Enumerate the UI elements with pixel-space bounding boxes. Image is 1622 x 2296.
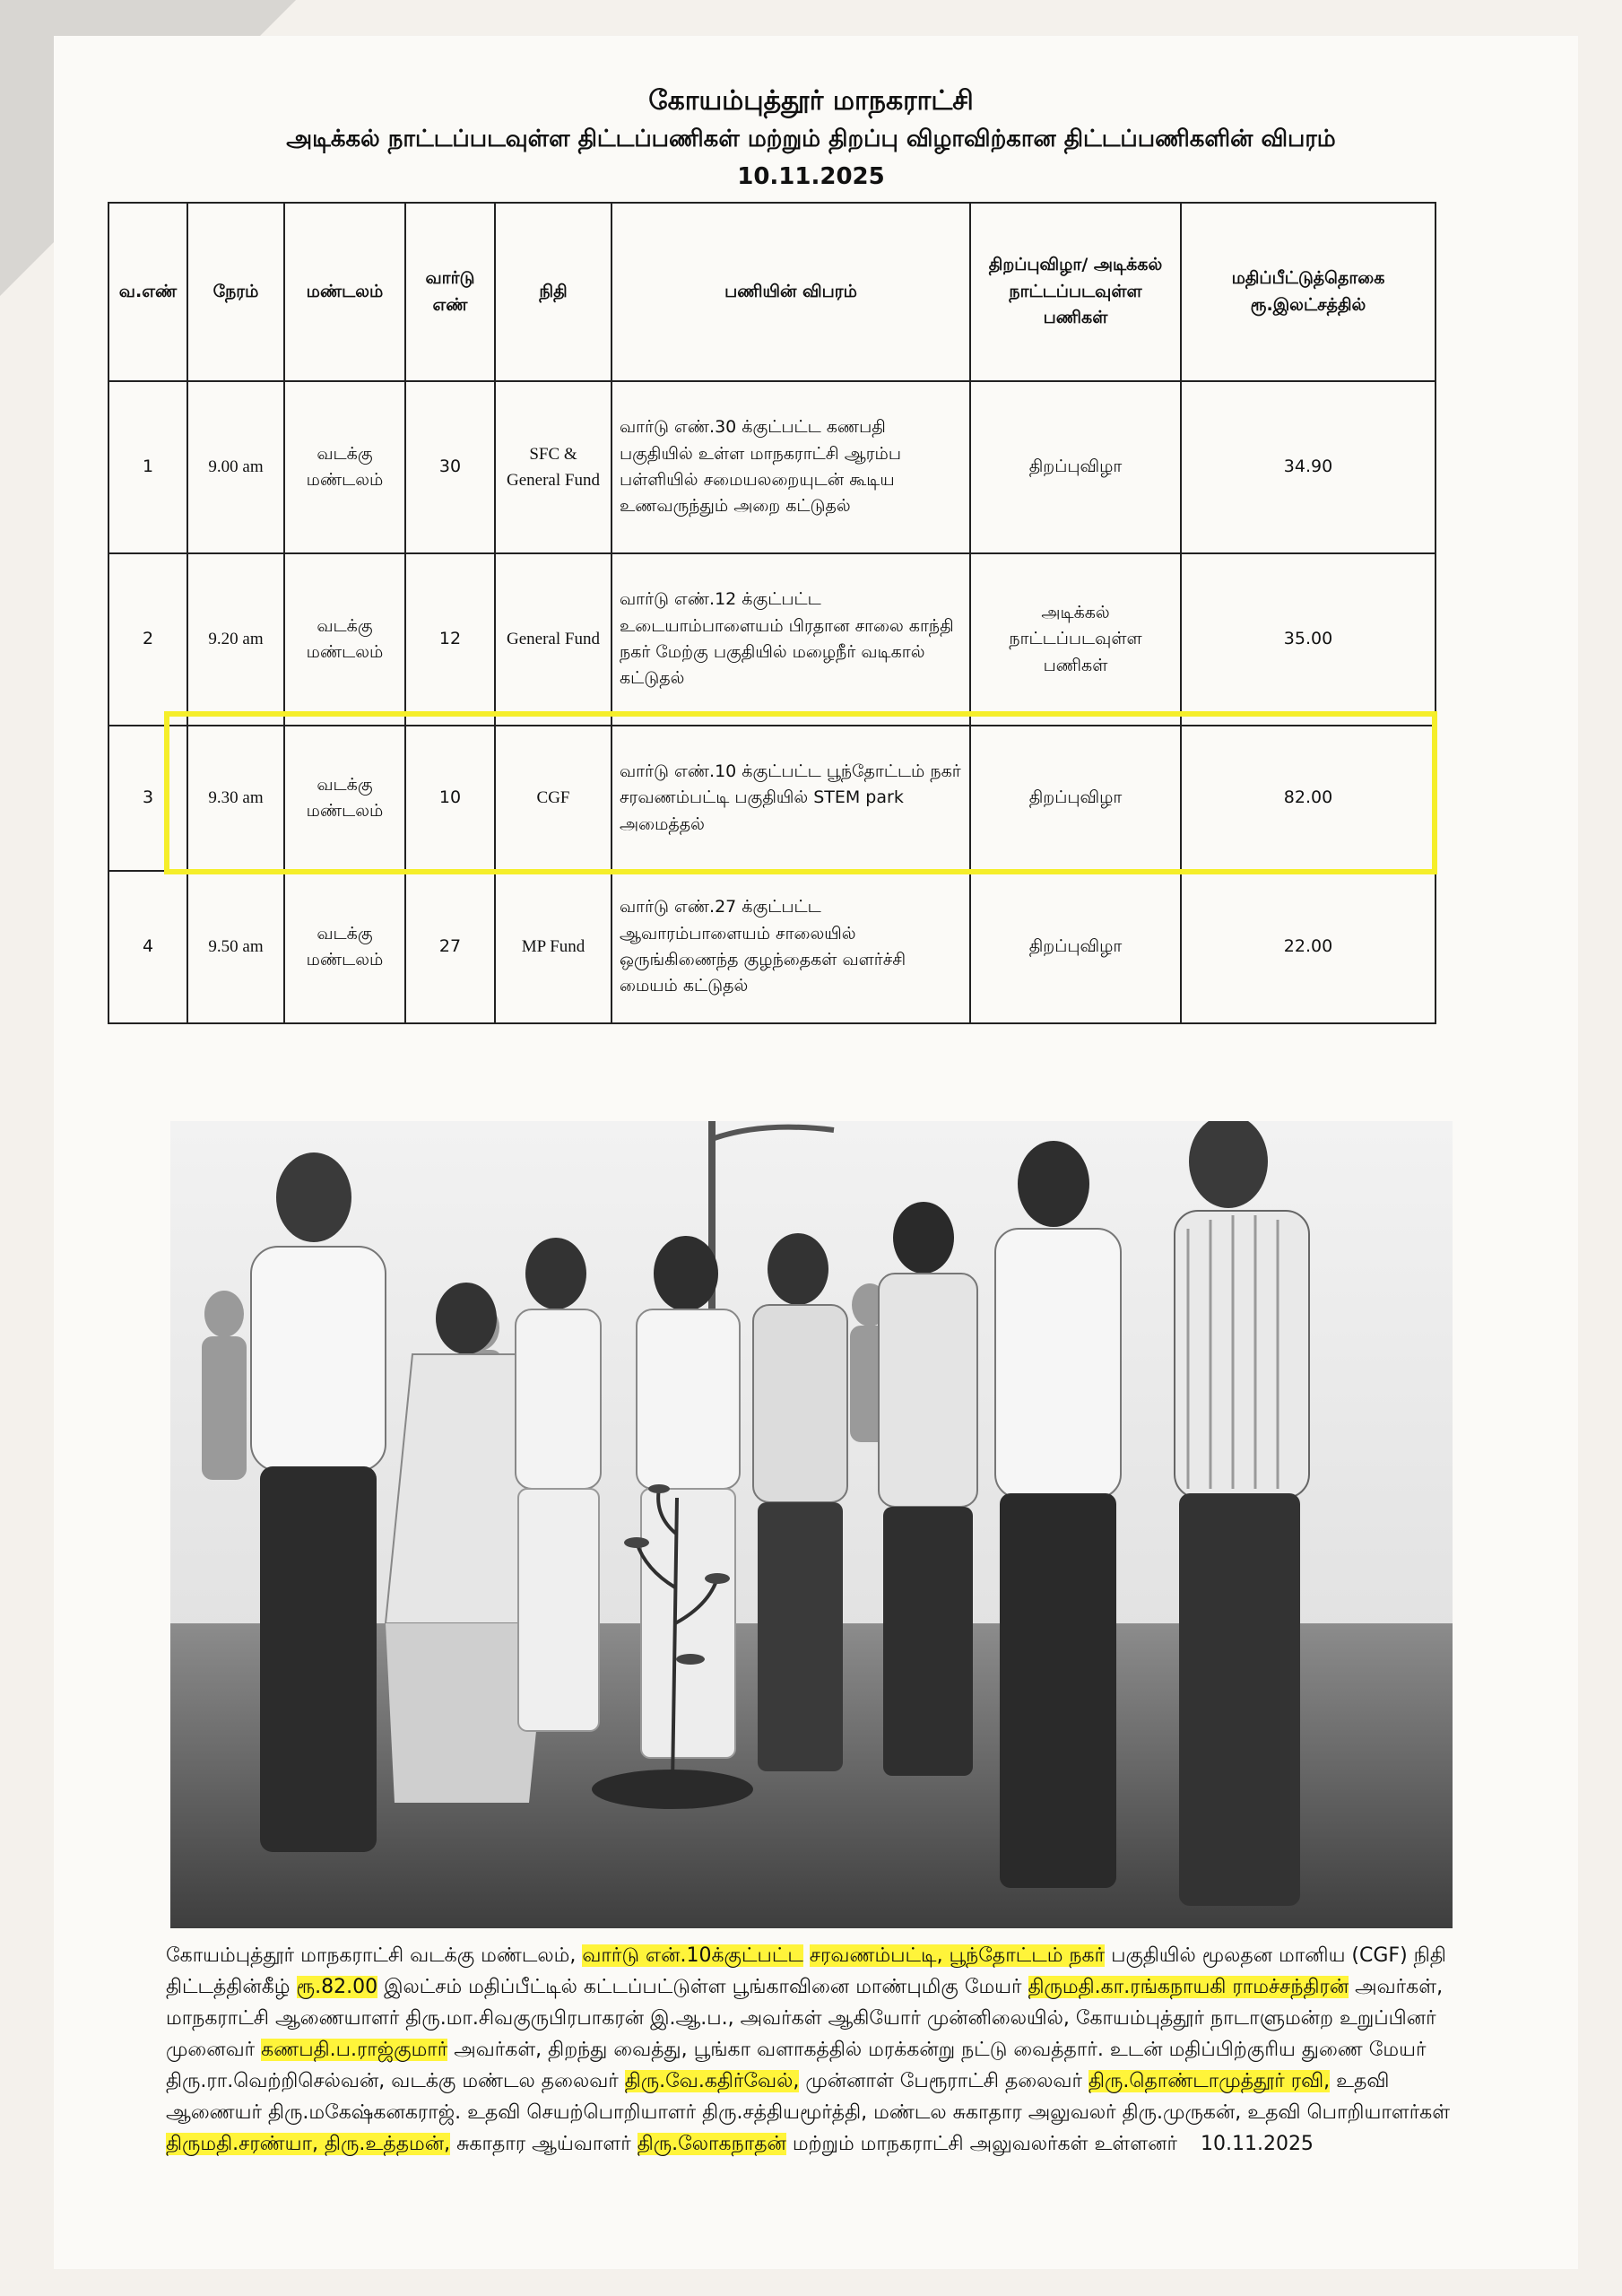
page-subtitle: அடிக்கல் நாட்டப்படவுள்ள திட்டப்பணிகள் மற்றும் திறப்பு விழாவிற்கான திட்டப்பணிகளின் விபரம் bbox=[286, 126, 1336, 152]
cell-cost: 35.00 bbox=[1181, 553, 1436, 726]
cell-ward: 10 bbox=[405, 726, 495, 871]
event-photo bbox=[170, 1121, 1453, 1928]
table-header-row bbox=[108, 203, 1436, 381]
caption-highlight: ரூ.82.00 bbox=[296, 1976, 378, 1998]
table-row-highlighted bbox=[108, 726, 1436, 871]
cell-zone: வடக்கு மண்டலம் bbox=[284, 553, 405, 726]
caption-text: சுகாதார ஆய்வாளர் bbox=[450, 2133, 638, 2155]
caption-text: மற்றும் மாநகராட்சி அலுவலர்கள் உள்ளனர் bbox=[785, 2133, 1177, 2155]
cell-zone: வடக்கு மண்டலம் bbox=[284, 871, 405, 1023]
caption-highlight: வார்டு என்.10க்குட்பட்ட bbox=[582, 1944, 803, 1967]
cell-desc: வார்டு எண்.27 க்குட்பட்ட ஆவாரம்பாளையம் சாலையில் ஒருங்கிணைந்த குழந்தைகள் வளர்ச்சி மையம் கட்டுதல் bbox=[612, 871, 970, 1023]
page-title: கோயம்புத்தூர் மாநகராட்சி bbox=[648, 85, 974, 117]
col-header-cost: மதிப்பீட்டுத்தொகை ரூ.இலட்சத்தில் bbox=[1181, 203, 1436, 381]
caption-date: 10.11.2025 bbox=[1200, 2133, 1314, 2155]
cell-time: 9.20 am bbox=[187, 553, 284, 726]
cell-fund: MP Fund bbox=[495, 871, 612, 1023]
works-table bbox=[108, 202, 1436, 1024]
col-header-desc: பணியின் விபரம் bbox=[612, 203, 970, 381]
caption-text: இலட்சம் மதிப்பீட்டில் கட்டப்பட்டுள்ள பூங்காவினை மாண்புமிகு மேயர் bbox=[377, 1976, 1028, 1998]
caption-text: உதவி ஆணையர் திரு.மகேஷ்கனகராஜ். உதவி செயற்பொறியாளர் திரு.சத்தியமூர்த்தி, மண்டல சுகாதார அலுவலர் திரு.முருகன், உதவி பொறியாளர்கள் bbox=[166, 2070, 1451, 2124]
col-header-time: நேரம் bbox=[187, 203, 284, 381]
cell-cost: 34.90 bbox=[1181, 381, 1436, 553]
col-header-type: திறப்புவிழா/ அடிக்கல் நாட்டப்படவுள்ள பணிகள் bbox=[970, 203, 1181, 381]
caption-highlight: திருமதி.கா.ரங்கநாயகி ராமச்சந்திரன் bbox=[1028, 1976, 1349, 1998]
cell-time: 9.30 am bbox=[187, 726, 284, 871]
cell-ward: 30 bbox=[405, 381, 495, 553]
page-date: 10.11.2025 bbox=[737, 163, 885, 190]
cell-desc: வார்டு எண்.12 க்குட்பட்ட உடையாம்பாளையம் பிரதான சாலை காந்தி நகர் மேற்கு பகுதியில் மழைநீர் வடிகால் கட்டுதல் bbox=[612, 553, 970, 726]
table-row bbox=[108, 381, 1436, 553]
cell-fund: General Fund bbox=[495, 553, 612, 726]
caption-text: முன்னாள் பேரூராட்சி தலைவர் bbox=[799, 2070, 1089, 2092]
table-row bbox=[108, 871, 1436, 1023]
col-header-fund: நிதி bbox=[495, 203, 612, 381]
caption-text: கோயம்புத்தூர் மாநகராட்சி வடக்கு மண்டலம், bbox=[166, 1944, 583, 1967]
caption-highlight: சரவணம்பட்டி, பூந்தோட்டம் நகர் bbox=[809, 1944, 1106, 1967]
cell-type: திறப்புவிழா bbox=[970, 871, 1181, 1023]
cell-zone: வடக்கு மண்டலம் bbox=[284, 726, 405, 871]
col-header-zone: மண்டலம் bbox=[284, 203, 405, 381]
caption-text: அவர்கள், மாநகராட்சி ஆணையாளர் திரு.மா.சிவகுருபிரபாகரன் இ.ஆ.ப., அவர்கள் ஆகியோர் முன்னிலையில், கோயம்புத்தூர் நாடாளுமன்ற உறுப்பினர் முனைவர் bbox=[166, 1976, 1444, 2061]
cell-ward: 12 bbox=[405, 553, 495, 726]
cell-type: திறப்புவிழா bbox=[970, 726, 1181, 871]
cell-type: அடிக்கல் நாட்டப்படவுள்ள பணிகள் bbox=[970, 553, 1181, 726]
cell-zone: வடக்கு மண்டலம் bbox=[284, 381, 405, 553]
cell-desc: வார்டு எண்.10 க்குட்பட்ட பூந்தோட்டம் நகர் சரவணம்பட்டி பகுதியில் STEM park அமைத்தல் bbox=[612, 726, 970, 871]
caption-highlight: திருமதி.சரண்யா, திரு.உத்தமன், bbox=[166, 2133, 451, 2155]
caption-text bbox=[803, 1944, 810, 1967]
cell-type: திறப்புவிழா bbox=[970, 381, 1181, 553]
caption-text: அவர்கள், திறந்து வைத்து, பூங்கா வளாகத்தில் மரக்கன்று நட்டு வைத்தார். உடன் மதிப்பிற்குரிய துணை மேயர் திரு.ரா.வெற்றிசெல்வன், வடக்கு மண்டல தலைவர் bbox=[166, 2039, 1427, 2092]
col-header-sno: வ.எண் bbox=[108, 203, 187, 381]
photo-caption bbox=[166, 1940, 1457, 2160]
caption-text: பகுதியில் மூலதன மானிய (CGF) நிதி திட்டத்தின்கீழ் bbox=[166, 1944, 1446, 1998]
caption-highlight: திரு.தொண்டாமுத்தூர் ரவி, bbox=[1088, 2070, 1331, 2092]
cell-time: 9.00 am bbox=[187, 381, 284, 553]
cell-sno: 2 bbox=[108, 553, 187, 726]
cell-time: 9.50 am bbox=[187, 871, 284, 1023]
cell-sno: 3 bbox=[108, 726, 187, 871]
cell-sno: 1 bbox=[108, 381, 187, 553]
caption-highlight: திரு.வே.கதிர்வேல், bbox=[624, 2070, 800, 2092]
caption-highlight: திரு.லோகநாதன் bbox=[637, 2133, 786, 2155]
table-row bbox=[108, 553, 1436, 726]
cell-desc: வார்டு எண்.30 க்குட்பட்ட கணபதி பகுதியில் உள்ள மாநகராட்சி ஆரம்ப பள்ளியில் சமையலறையுடன் கூடிய உணவருந்தும் அறை கட்டுதல் bbox=[612, 381, 970, 553]
cell-cost: 22.00 bbox=[1181, 871, 1436, 1023]
cell-ward: 27 bbox=[405, 871, 495, 1023]
caption-highlight: கணபதி.ப.ராஜ்குமார் bbox=[261, 2039, 448, 2061]
col-header-ward: வார்டு எண் bbox=[405, 203, 495, 381]
cell-cost: 82.00 bbox=[1181, 726, 1436, 871]
cell-fund: CGF bbox=[495, 726, 612, 871]
cell-fund: SFC & General Fund bbox=[495, 381, 612, 553]
cell-sno: 4 bbox=[108, 871, 187, 1023]
